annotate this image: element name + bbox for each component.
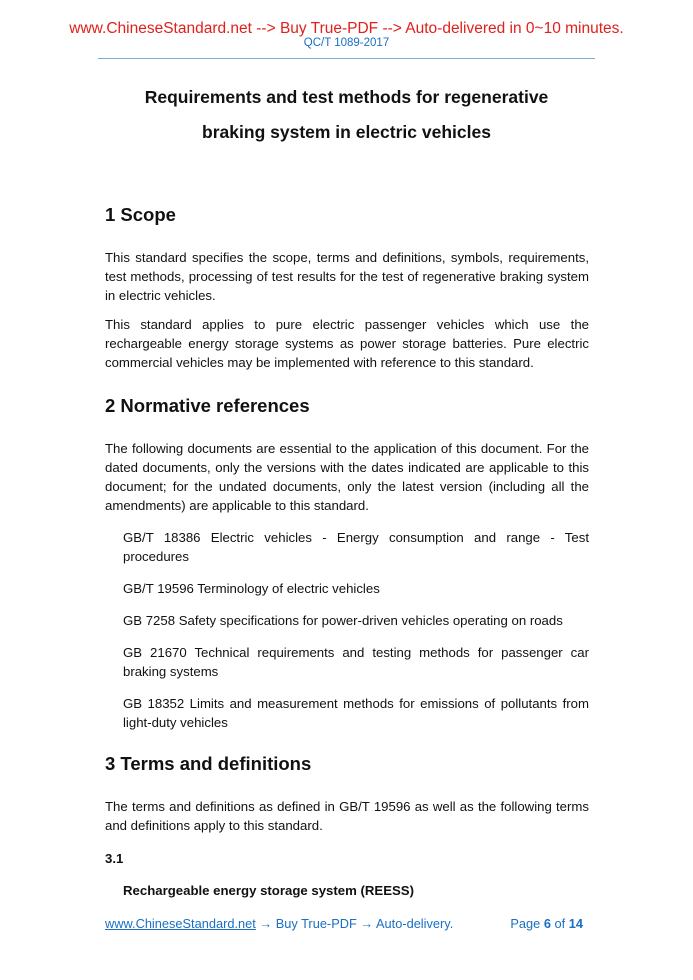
reference-item: GB 7258 Safety specifications for power-driven vehicles operating on roads <box>123 613 563 628</box>
normative-intro: The following documents are essential to the application of this document. For the dated documents, only the versions with the dates indicated are applicable to this document; for the undated documents, only the latest version (including all the amendments) are applicable to this standard. <box>105 441 589 513</box>
section-heading-scope: 1 Scope <box>105 204 176 225</box>
footer-promo <box>105 916 453 932</box>
footer-buy-text: → Buy True-PDF <box>255 916 361 931</box>
title-line-1: Requirements and test methods for regenerative <box>144 87 549 107</box>
reference-item: GB/T 18386 Electric vehicles - Energy consumption and range - Test procedures <box>123 530 589 564</box>
header-divider <box>98 58 595 59</box>
page-indicator <box>510 916 583 932</box>
section-heading-normative: 2 Normative references <box>105 395 310 416</box>
page-label: Page <box>510 916 541 931</box>
of-label: of <box>554 916 566 931</box>
reference-item: GB/T 19596 Terminology of electric vehicles <box>123 581 380 596</box>
footer-site-link[interactable]: www.ChineseStandard.net <box>105 916 256 931</box>
title-line-2: braking system in electric vehicles <box>202 122 491 142</box>
term-title: Rechargeable energy storage system (REESS) <box>123 883 414 898</box>
terms-intro: The terms and definitions as defined in GB/T 19596 as well as the following terms and definitions apply to this standard. <box>105 799 589 833</box>
reference-item: GB 21670 Technical requirements and testing methods for passenger car braking systems <box>123 645 589 679</box>
standard-code: QC/T 1089-2017 <box>303 37 390 49</box>
subsection-number: 3.1 <box>105 851 124 866</box>
document-body <box>105 203 589 900</box>
reference-item: GB 18352 Limits and measurement methods for emissions of pollutants from light-duty vehicles <box>123 696 589 730</box>
section-heading-terms: 3 Terms and definitions <box>105 753 312 774</box>
scope-paragraph-2: This standard applies to pure electric passenger vehicles which use the rechargeable energy storage systems as power storage batteries. Pure electric commercial vehicles may be implemented with reference to this standard. <box>105 317 589 370</box>
document-title <box>60 80 633 150</box>
footer-delivery-text: → Auto-delivery. <box>360 916 454 931</box>
scope-paragraph-1: This standard specifies the scope, terms and definitions, symbols, requirements, test methods, processing of test results for the test of regenerative braking system in electric vehicles. <box>105 250 589 303</box>
page-current: 6 <box>543 916 551 931</box>
page-total: 14 <box>568 916 583 931</box>
site-banner[interactable]: www.ChineseStandard.net --> Buy True-PDF --> Auto-delivered in 0~10 minutes. <box>69 20 624 37</box>
